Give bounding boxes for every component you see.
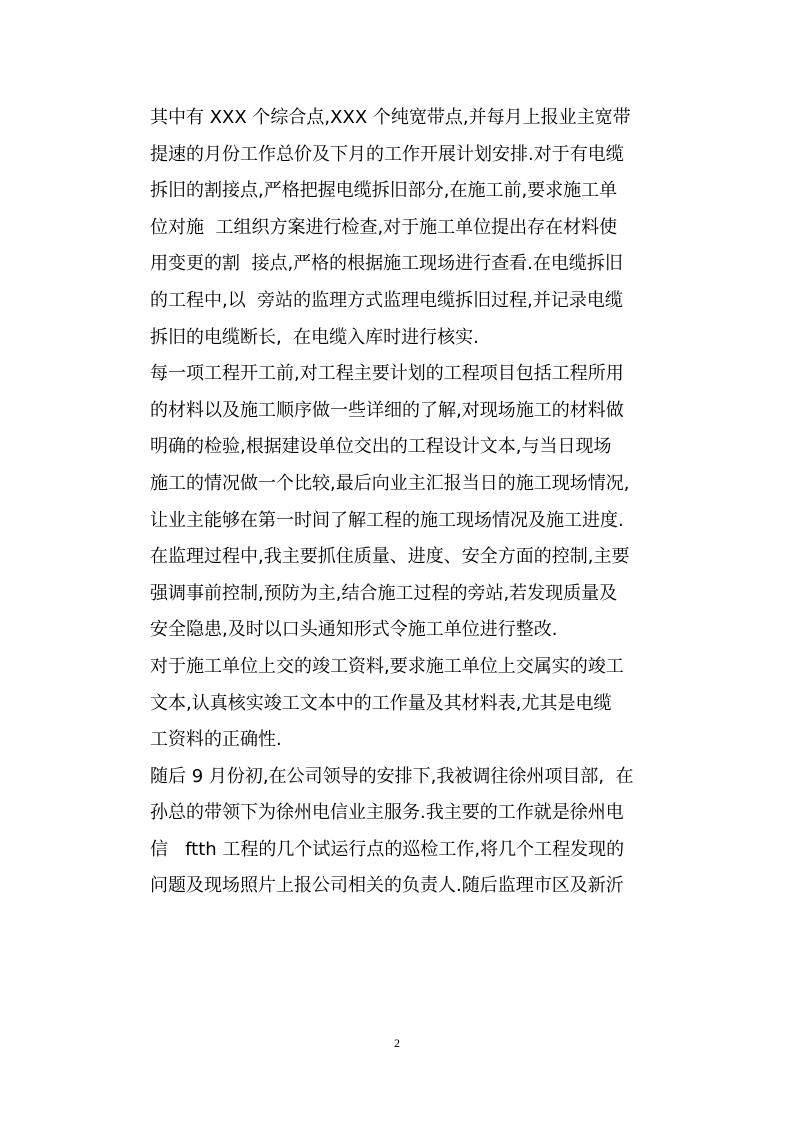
text-line: 施工的情况做一个比较,最后向业主汇报当日的施工现场情况, [150, 472, 630, 494]
text-line: 的工程中,以 旁站的监理方式监理电缆拆旧过程,并记录电缆 [150, 289, 623, 311]
text-line: 提速的月份工作总价及下月的工作开展计划安排.对于有电缆 [150, 143, 624, 165]
text-line: 文本,认真核实竣工文本中的工作量及其材料表,尤其是电缆 [150, 692, 612, 714]
text-line: 明确的检验,根据建设单位交出的工程设计文本,与当日现场 [150, 436, 612, 458]
text-line: 让业主能够在第一时间了解工程的施工现场情况及施工进度. [150, 509, 624, 531]
text-line: 拆旧的割接点,严格把握电缆拆旧部分,在施工前,要求施工单 [150, 180, 618, 202]
text-line: 每一项工程开工前,对工程主要计划的工程项目包括工程所用 [150, 363, 624, 385]
body-text [150, 100, 650, 905]
text-line: 拆旧的电缆断长, 在电缆入库时进行核实. [150, 326, 479, 348]
text-line: 强调事前控制,预防为主,结合施工过程的旁站,若发现质量及 [150, 582, 618, 604]
text-line: 安全隐患,及时以口头通知形式令施工单位进行整改. [150, 619, 558, 641]
text-line: 其中有 XXX 个综合点,XXX 个纯宽带点,并每月上报业主宽带 [150, 107, 631, 128]
text-line: 对于施工单位上交的竣工资料,要求施工单位上交属实的竣工 [150, 655, 624, 677]
text-line: 在监理过程中,我主要抓住质量、进度、安全方面的控制,主要 [150, 546, 630, 568]
text-line: 的材料以及施工顺序做一些详细的了解,对现场施工的材料做 [150, 399, 624, 421]
text-line: 信 ftth 工程的几个试运行点的巡检工作,将几个工程发现的 [150, 838, 625, 860]
text-line: 用变更的割 接点,严格的根据施工现场进行查看.在电缆拆旧 [150, 253, 623, 275]
text-line: 随后 9 月份初,在公司领导的安排下,我被调往徐州项目部, 在 [150, 765, 634, 787]
text-line: 孙总的带领下为徐州电信业主服务.我主要的工作就是徐州电 [150, 802, 624, 824]
page-number: 2 [394, 1036, 400, 1050]
text-line: 位对施 工组织方案进行检查,对于施工单位提出存在材料使 [150, 216, 618, 238]
text-line: 工资料的正确性. [150, 729, 282, 751]
text-line: 问题及现场照片上报公司相关的负责人.随后监理市区及新沂 [150, 875, 624, 897]
